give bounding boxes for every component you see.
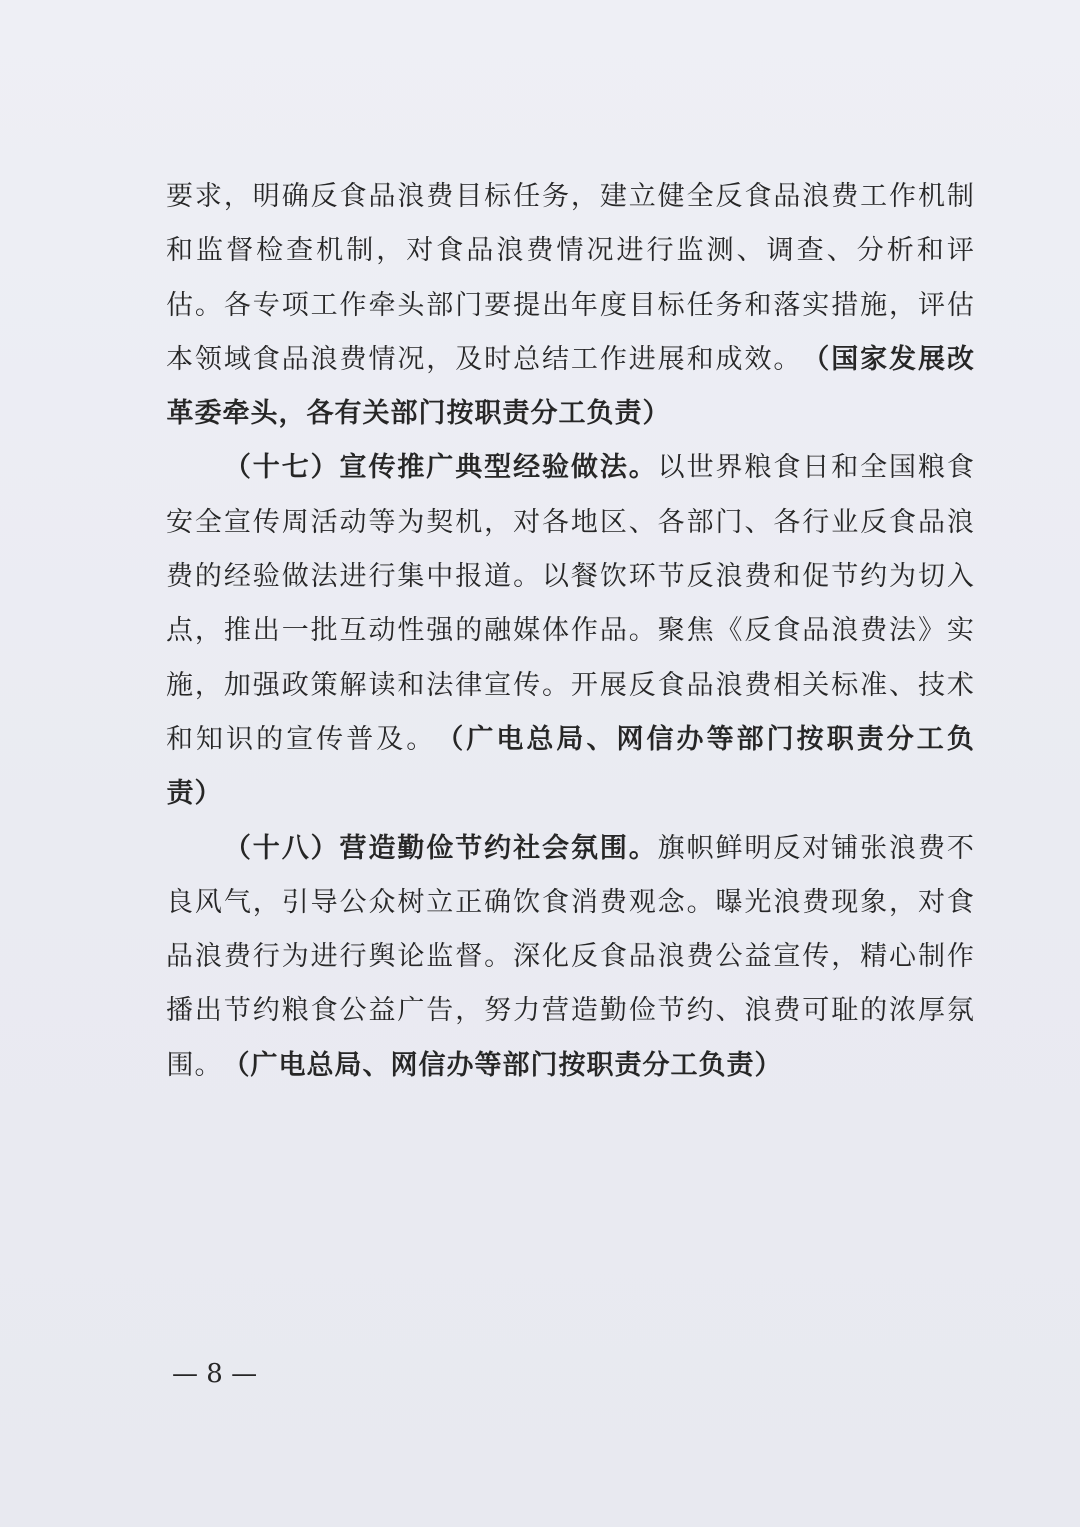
text-line: 和 监 督 检 查 机 制 ， 对 食 品 浪 费 情 况 进 行 监 测 、 调 查 、 分 析 和 评 (166, 235, 974, 267)
text-line: 责 ） (166, 778, 222, 810)
text-line: 播 出 节 约 粮 食 公 益 广 告 ， 努 力 营 造 勤 俭 节 约 、 浪 费 可 耻 的 浓 厚 氛 (166, 995, 974, 1027)
text-line: 施 ， 加 强 政 策 解 读 和 法 律 宣 传 。 开 展 反 食 品 浪 费 相 关 标 准 、 技 术 (166, 669, 974, 701)
paragraph (166, 822, 974, 1093)
text-line: 围 。 （ 广 电 总 局 、 网 信 办 等 部 门 按 职 责 分 工 负 责 ） (166, 1049, 782, 1081)
text-line: 安 全 宣 传 周 活 动 等 为 契 机 ， 对 各 地 区 、 各 部 门 、 各 行 业 反 食 品 浪 (166, 506, 974, 538)
paragraph (166, 170, 974, 441)
text-line: （ 十 八 ） 营 造 勤 俭 节 约 社 会 氛 围 。 旗 帜 鲜 明 反 对 铺 张 浪 费 不 (223, 832, 974, 864)
text-line: 革 委 牵 头 ， 各 有 关 部 门 按 职 责 分 工 负 责 ） (166, 398, 670, 430)
body-text (166, 170, 974, 1093)
page-number: — 8 — (172, 1359, 258, 1389)
text-line: 估 。 各 专 项 工 作 牵 头 部 门 要 提 出 年 度 目 标 任 务 和 落 实 措 施 ， 评 估 (166, 289, 974, 321)
text-line: 本 领 域 食 品 浪 费 情 况 ， 及 时 总 结 工 作 进 展 和 成 效 。 （ 国 家 发 展 改 (166, 343, 974, 375)
text-line: 要 求 ， 明 确 反 食 品 浪 费 目 标 任 务 ， 建 立 健 全 反 食 品 浪 费 工 作 机 制 (166, 181, 974, 212)
text-line: 费 的 经 验 做 法 进 行 集 中 报 道 。 以 餐 饮 环 节 反 浪 费 和 促 节 约 为 切 入 (166, 561, 974, 593)
text-line: 品 浪 费 行 为 进 行 舆 论 监 督 。 深 化 反 食 品 浪 费 公 益 宣 传 ， 精 心 制 作 (166, 941, 974, 973)
paragraph (166, 441, 974, 821)
text-line: 和 知 识 的 宣 传 普 及 。 （ 广 电 总 局 、 网 信 办 等 部 门 按 职 责 分 工 负 (166, 723, 974, 755)
text-line: 点 ， 推 出 一 批 互 动 性 强 的 融 媒 体 作 品 。 聚 焦 《 反 食 品 浪 费 法 》 实 (166, 615, 974, 647)
text-line: 良 风 气 ， 引 导 公 众 树 立 正 确 饮 食 消 费 观 念 。 曝 光 浪 费 现 象 ， 对 食 (166, 886, 974, 918)
text-line: （ 十 七 ） 宣 传 推 广 典 型 经 验 做 法 。 以 世 界 粮 食 日 和 全 国 粮 食 (223, 452, 974, 484)
